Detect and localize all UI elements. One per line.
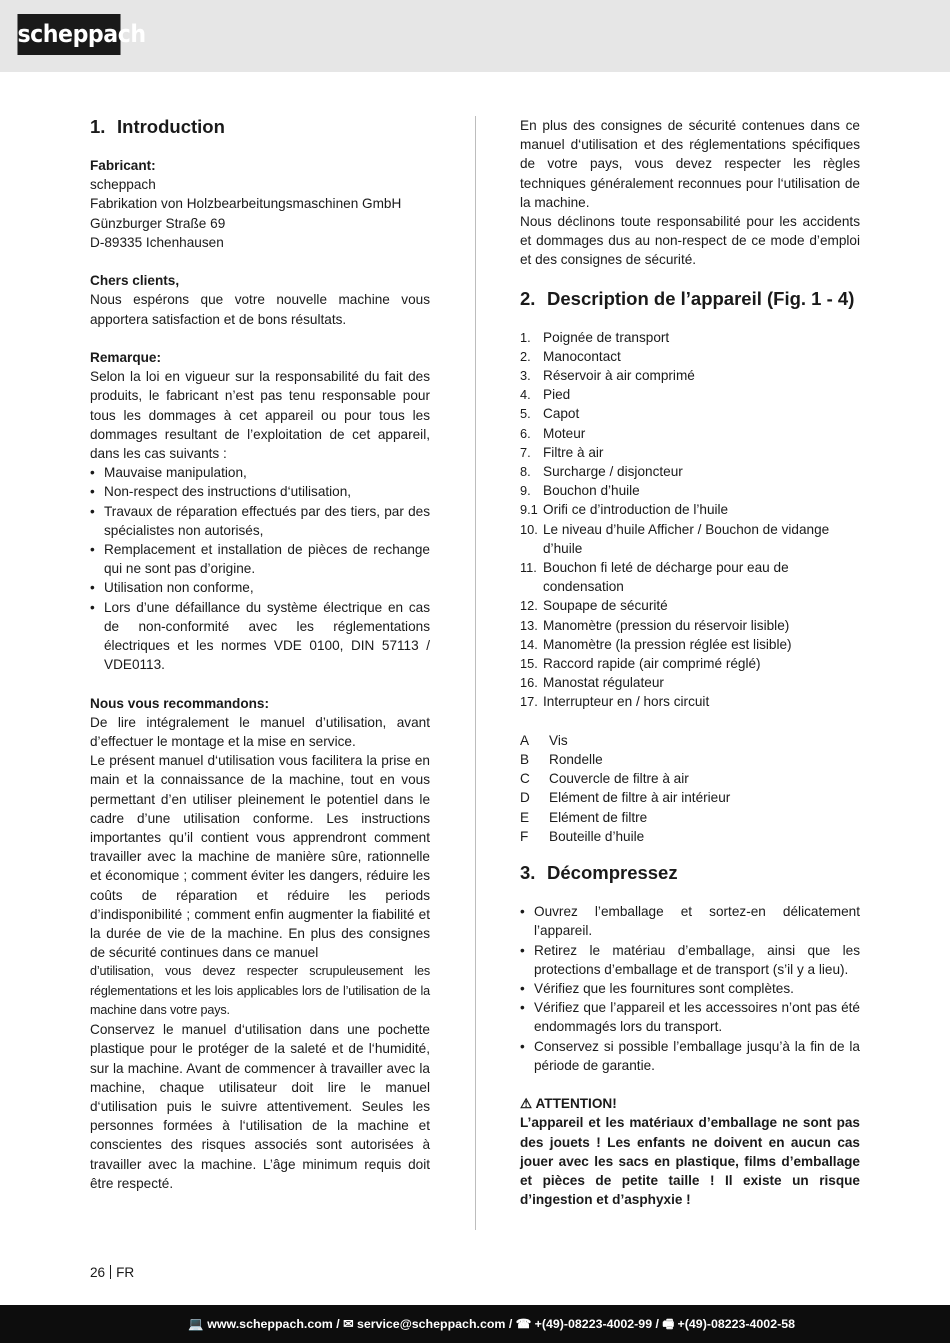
list-item xyxy=(520,558,860,596)
column-divider xyxy=(475,116,476,1230)
recommend-paragraph-small: d’utilisation, vous devez respecter scrupuleusement les réglementations et les lois applicables lors de l’utilisation de la machine dans votre pays. xyxy=(90,964,430,1017)
item-text: Couvercle de filtre à air xyxy=(549,771,689,787)
list-item: • Vérifiez que les fournitures sont complètes. xyxy=(520,979,860,998)
list-item: • Retirez le matériau d’emballage, ainsi que les protections d’emballage et de transport (s’il y a lieu). xyxy=(520,941,860,979)
list-item xyxy=(520,635,860,654)
safety-paragraph: En plus des consignes de sécurité contenues dans ce manuel d‘utilisation et des réglementations spécifiques de votre pays, vous devez respecter les règles techniques généralement reconnues pour l‘utilisation de la machine. xyxy=(520,118,860,210)
item-text: Raccord rapide (air comprimé réglé) xyxy=(543,656,761,672)
item-text: Le niveau d’huile Afficher / Bouchon de vidange d’huile xyxy=(543,521,830,556)
note-list xyxy=(90,463,430,674)
list-item: • Lors d’une défaillance du système électrique en cas de non-conformité avec les réglementations électriques et les normes VDE 0100, DIN 57113 / VDE0113. xyxy=(90,598,430,675)
item-number: 2. xyxy=(520,348,531,364)
list-item xyxy=(520,481,860,500)
item-number: 5. xyxy=(520,406,531,422)
header-bar xyxy=(0,0,950,72)
manufacturer-line: Fabrikation von Holzbearbeitungsmaschinen GmbH xyxy=(90,196,402,212)
item-text: Bouteille d’huile xyxy=(549,828,645,844)
item-number: 12. xyxy=(520,598,538,614)
list-item: • Non-respect des instructions d‘utilisation, xyxy=(90,482,430,501)
item-text: Orifi ce d’introduction de l’huile xyxy=(543,502,729,518)
item-number: 1. xyxy=(520,329,531,345)
item-number: 16. xyxy=(520,675,538,691)
list-item xyxy=(520,443,860,462)
item-number: 4. xyxy=(520,387,531,403)
item-text: Manocontact xyxy=(543,348,621,364)
item-number: 11. xyxy=(520,560,537,576)
item-number: F xyxy=(520,828,529,844)
intro-heading: 1. Introduction xyxy=(90,116,225,137)
item-number: 7. xyxy=(520,444,531,460)
list-item xyxy=(520,385,860,404)
item-number: 15. xyxy=(520,656,538,672)
liability-paragraph: Nous déclinons toute responsabilité pour les accidents et dommages dus au non-respect de ce mode d’emploi et des consignes de sécurité. xyxy=(520,214,860,268)
list-item xyxy=(520,520,860,558)
list-item: • Travaux de réparation effectués par des tiers, par des spécialistes non autorisés, xyxy=(90,502,430,540)
item-text: Bouchon d’huile xyxy=(543,483,640,499)
list-item xyxy=(520,750,860,769)
item-number: 10. xyxy=(520,521,538,537)
recommend-label: Nous vous recommandons: xyxy=(90,695,270,711)
list-item xyxy=(520,424,860,443)
recommend-paragraph: De lire intégralement le manuel d’utilisation, avant d’effectuer le montage et la mise en service. xyxy=(90,714,430,750)
list-item xyxy=(520,654,860,673)
warning-text: L’appareil et les matériaux d’emballage ne sont pas des jouets ! Les enfants ne doivent en aucun cas jouer avec les sacs en plastique, films d’emballage et pièces de petite taille ! Il existe un risque d’ingestion et d’asphyxie ! xyxy=(520,1115,860,1208)
list-item xyxy=(520,788,860,807)
list-item xyxy=(520,596,860,615)
item-number: E xyxy=(520,809,530,825)
item-text: Moteur xyxy=(543,425,586,441)
manufacturer-line: Günzburger Straße 69 xyxy=(90,215,226,231)
list-item: • Conservez si possible l’emballage jusqu’à la fin de la période de garantie. xyxy=(520,1037,860,1075)
list-item xyxy=(520,462,860,481)
parts-letter-list xyxy=(520,731,860,846)
note-text: Selon la loi en vigueur sur la responsabilité du fait des produits, le fabricant n’est pas tenu responsable pour tous les dommages à cet appareil ou pour tous les dommages resultant de l’exploitation de cet appareil, dans les cas suivants : xyxy=(90,369,430,462)
item-text: Manostat régulateur xyxy=(543,675,664,691)
item-number: 17. xyxy=(520,694,538,710)
manufacturer-label: Fabricant: xyxy=(90,158,156,173)
item-text: Elément de filtre xyxy=(549,809,648,825)
item-number: 9. xyxy=(520,483,531,499)
left-column xyxy=(90,116,430,1193)
list-item xyxy=(520,673,860,692)
list-item: • Mauvaise manipulation, xyxy=(90,463,430,482)
customers-text: Nous espérons que votre nouvelle machine vous apportera satisfaction et de bons résultats. xyxy=(90,292,430,327)
manufacturer-line: scheppach xyxy=(90,177,156,193)
item-number: A xyxy=(520,732,530,748)
customers-label: Chers clients, xyxy=(90,273,180,289)
item-text: Capot xyxy=(543,406,580,422)
description-heading: 2. Description de l’appareil (Fig. 1 - 4) xyxy=(520,287,855,309)
manufacturer-line: D-89335 Ichenhausen xyxy=(90,234,224,250)
item-text: Elément de filtre à air intérieur xyxy=(549,790,731,806)
list-item xyxy=(520,616,860,635)
list-item: • Remplacement et installation de pièces de rechange qui ne sont pas d’origine. xyxy=(90,540,430,578)
warning-title: ⚠ ATTENTION! xyxy=(520,1096,617,1112)
list-item xyxy=(520,808,860,827)
list-item xyxy=(520,366,860,385)
recommend-paragraph: Le présent manuel d‘utilisation vous facilitera la prise en main et la connaissance de la machine, tout en vous permettant d’en utiliser pleinement le potentiel dans le cadre d’une utilisation conforme. Les instructions importantes qu’il contient vous apprendront comment travailler avec la machine de manière sûre, rationnelle et économique ; comment éviter les dangers, réduire les coûts de réparation et réduire les periods d’indisponibilité ; comment enfin augmenter la fiabilité et la durée de vie de la machine. En plus des consignes de sécurité continues dans ce manuel xyxy=(90,753,430,961)
recommend-paragraph: Conservez le manuel d‘utilisation dans une pochette plastique pour le protéger de la saleté et de l‘humidité, sur la machine. Avant de commencer à travailler avec la machine, chaque utilisateur doit lire le manuel d‘utilisation puis le suivre attentivement. Seules les personnes formées à l‘utilisation de la machine et conscientes des risques associés sont autorisées à travailler avec la machine. L’âge minimum requis doit être respecté. xyxy=(90,1022,430,1191)
item-number: D xyxy=(520,790,530,806)
item-number: 6. xyxy=(520,425,531,441)
unpack-list xyxy=(520,902,860,1075)
item-number: C xyxy=(520,771,530,787)
item-text: Soupape de sécurité xyxy=(543,598,668,614)
item-text: Vis xyxy=(549,732,568,748)
item-number: 3. xyxy=(520,368,531,384)
item-text: Filtre à air xyxy=(543,444,604,460)
item-number: 14. xyxy=(520,636,538,652)
list-item xyxy=(520,404,860,423)
item-text: Surcharge / disjoncteur xyxy=(543,464,683,480)
list-item: • Utilisation non conforme, xyxy=(90,578,430,597)
item-number: 9.1 xyxy=(520,502,538,518)
list-item xyxy=(520,769,860,788)
note-label: Remarque: xyxy=(90,350,162,365)
list-item xyxy=(520,731,860,750)
item-text: Manomètre (la pression réglée est lisible) xyxy=(543,636,792,652)
list-item: • Ouvrez l’emballage et sortez-en délicatement l’appareil. xyxy=(520,902,860,940)
scheppach-logo: scheppach xyxy=(17,14,120,55)
item-text: Interrupteur en / hors circuit xyxy=(543,694,710,710)
item-text: Manomètre (pression du réservoir lisible) xyxy=(543,617,790,633)
item-text: Bouchon fi leté de décharge pour eau de condensation xyxy=(543,560,789,595)
page-number: 26 FR xyxy=(90,1265,135,1280)
list-item: • Vérifiez que l’appareil et les accessoires n’ont pas été endommagés lors du transport. xyxy=(520,998,860,1036)
item-text: Réservoir à air comprimé xyxy=(543,368,695,384)
list-item xyxy=(520,692,860,711)
list-item xyxy=(520,328,860,347)
list-item xyxy=(520,500,860,519)
item-number: 13. xyxy=(520,617,538,633)
item-number: B xyxy=(520,752,530,768)
list-item xyxy=(520,827,860,846)
item-text: Poignée de transport xyxy=(543,329,670,345)
item-text: Rondelle xyxy=(549,752,603,768)
item-number: 8. xyxy=(520,464,531,480)
list-item xyxy=(520,347,860,366)
unpack-heading: 3. Décompressez xyxy=(520,862,678,884)
right-column xyxy=(520,116,860,1209)
contact-footer: 💻 www.scheppach.com / ✉ service@scheppach.com / ☎ +(49)-08223-4002-99 / 🖷 +(49)-08223-4002-58 xyxy=(0,1305,950,1343)
item-text: Pied xyxy=(543,387,571,403)
description-list xyxy=(520,328,860,712)
